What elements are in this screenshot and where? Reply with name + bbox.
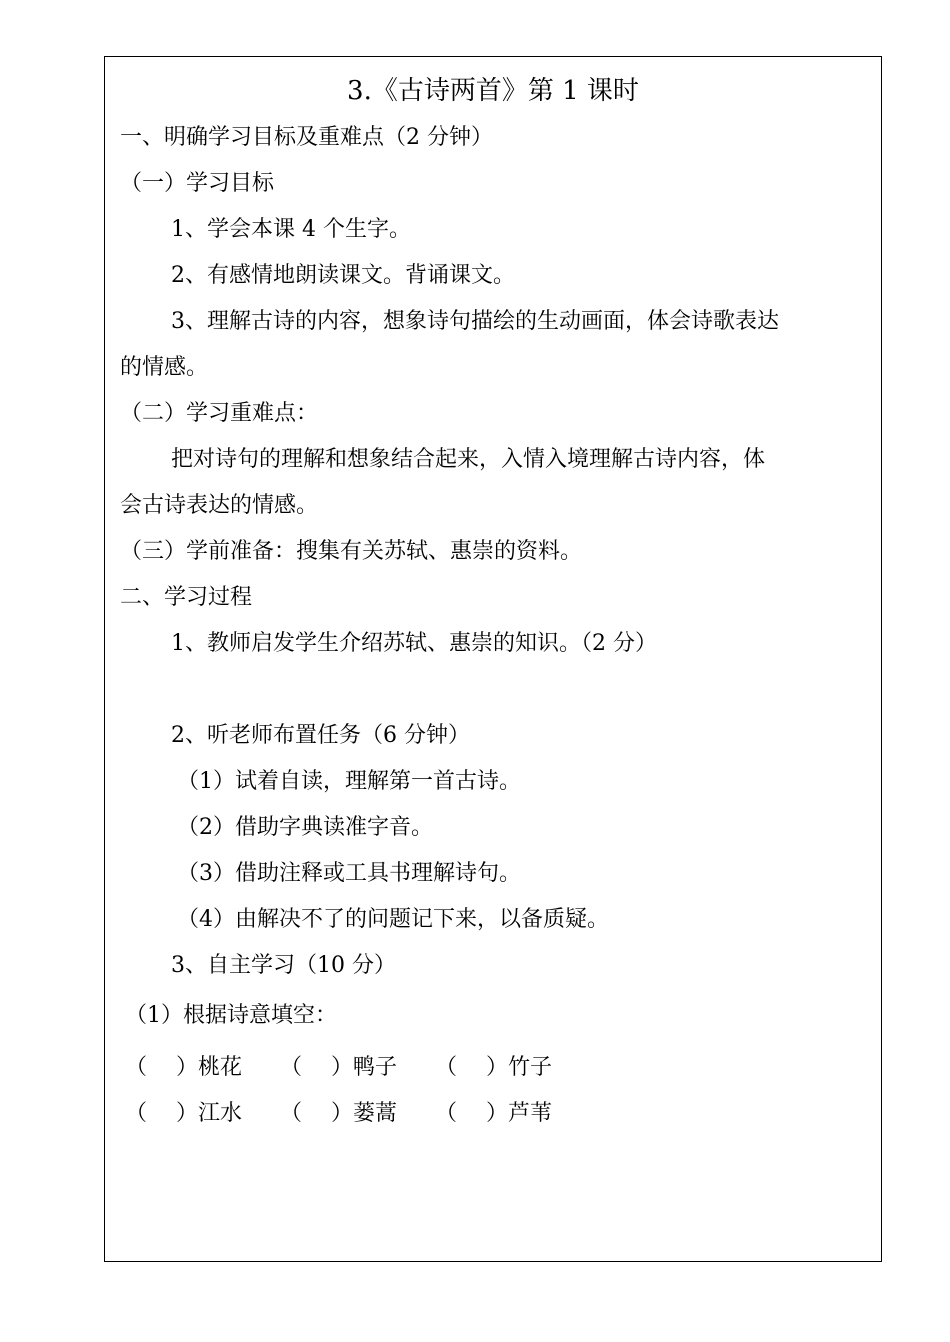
lesson-frame bbox=[104, 56, 882, 1262]
page-title: 3.《古诗两首》第 1 课时 bbox=[347, 76, 639, 106]
blank-parens: （ ） bbox=[435, 1101, 508, 1126]
blank-cell bbox=[125, 1099, 242, 1129]
blank-cell bbox=[435, 1099, 552, 1129]
process-step-3: 3、自主学习（10 分） bbox=[171, 953, 396, 978]
section-process-heading: 二、学习过程 bbox=[120, 585, 253, 610]
fill-word: 江水 bbox=[198, 1101, 243, 1126]
fill-word: 桃花 bbox=[198, 1055, 243, 1080]
subsection-key-points: （二）学习重难点： bbox=[120, 401, 319, 426]
goal-item-2: 2、有感情地朗读课文。背诵课文。 bbox=[171, 263, 515, 288]
blank-parens: （ ） bbox=[280, 1101, 353, 1126]
blank-cell bbox=[435, 1053, 552, 1083]
key-point-line-2: 会古诗表达的情感。 bbox=[120, 493, 319, 518]
blank-parens: （ ） bbox=[125, 1101, 198, 1126]
process-step-1: 1、教师启发学生介绍苏轼、惠崇的知识。（2 分） bbox=[171, 631, 657, 656]
key-point-line-1: 把对诗句的理解和想象结合起来，入情入境理解古诗内容，体 bbox=[171, 447, 766, 472]
fill-word: 竹子 bbox=[508, 1055, 553, 1080]
blank-parens: （ ） bbox=[435, 1055, 508, 1080]
blank-parens: （ ） bbox=[280, 1055, 353, 1080]
process-step-2: 2、听老师布置任务（6 分钟） bbox=[171, 723, 470, 748]
task-item-1: （1）试着自读，理解第一首古诗。 bbox=[177, 769, 521, 794]
section-goals-heading: 一、明确学习目标及重难点（2 分钟） bbox=[120, 125, 493, 150]
task-item-4: （4）由解决不了的问题记下来，以备质疑。 bbox=[177, 907, 609, 932]
fill-word: 芦苇 bbox=[508, 1101, 553, 1126]
blank-cell bbox=[280, 1053, 397, 1083]
subsection-preparation: （三）学前准备：搜集有关苏轼、惠崇的资料。 bbox=[120, 539, 583, 564]
goal-item-1: 1、学会本课 4 个生字。 bbox=[171, 217, 411, 242]
fill-in-instruction: （1）根据诗意填空： bbox=[125, 1003, 337, 1028]
goal-item-3-line-1: 3、理解古诗的内容，想象诗句描绘的生动画面，体会诗歌表达 bbox=[171, 309, 779, 334]
blank-cell bbox=[125, 1053, 242, 1083]
blank-parens: （ ） bbox=[125, 1055, 198, 1080]
task-item-2: （2）借助字典读准字音。 bbox=[177, 815, 433, 840]
subsection-learning-goals: （一）学习目标 bbox=[120, 171, 275, 196]
blank-cell bbox=[280, 1099, 397, 1129]
goal-item-3-line-2: 的情感。 bbox=[120, 355, 209, 380]
fill-word: 蒌蒿 bbox=[353, 1101, 398, 1126]
fill-word: 鸭子 bbox=[353, 1055, 398, 1080]
task-item-3: （3）借助注释或工具书理解诗句。 bbox=[177, 861, 521, 886]
